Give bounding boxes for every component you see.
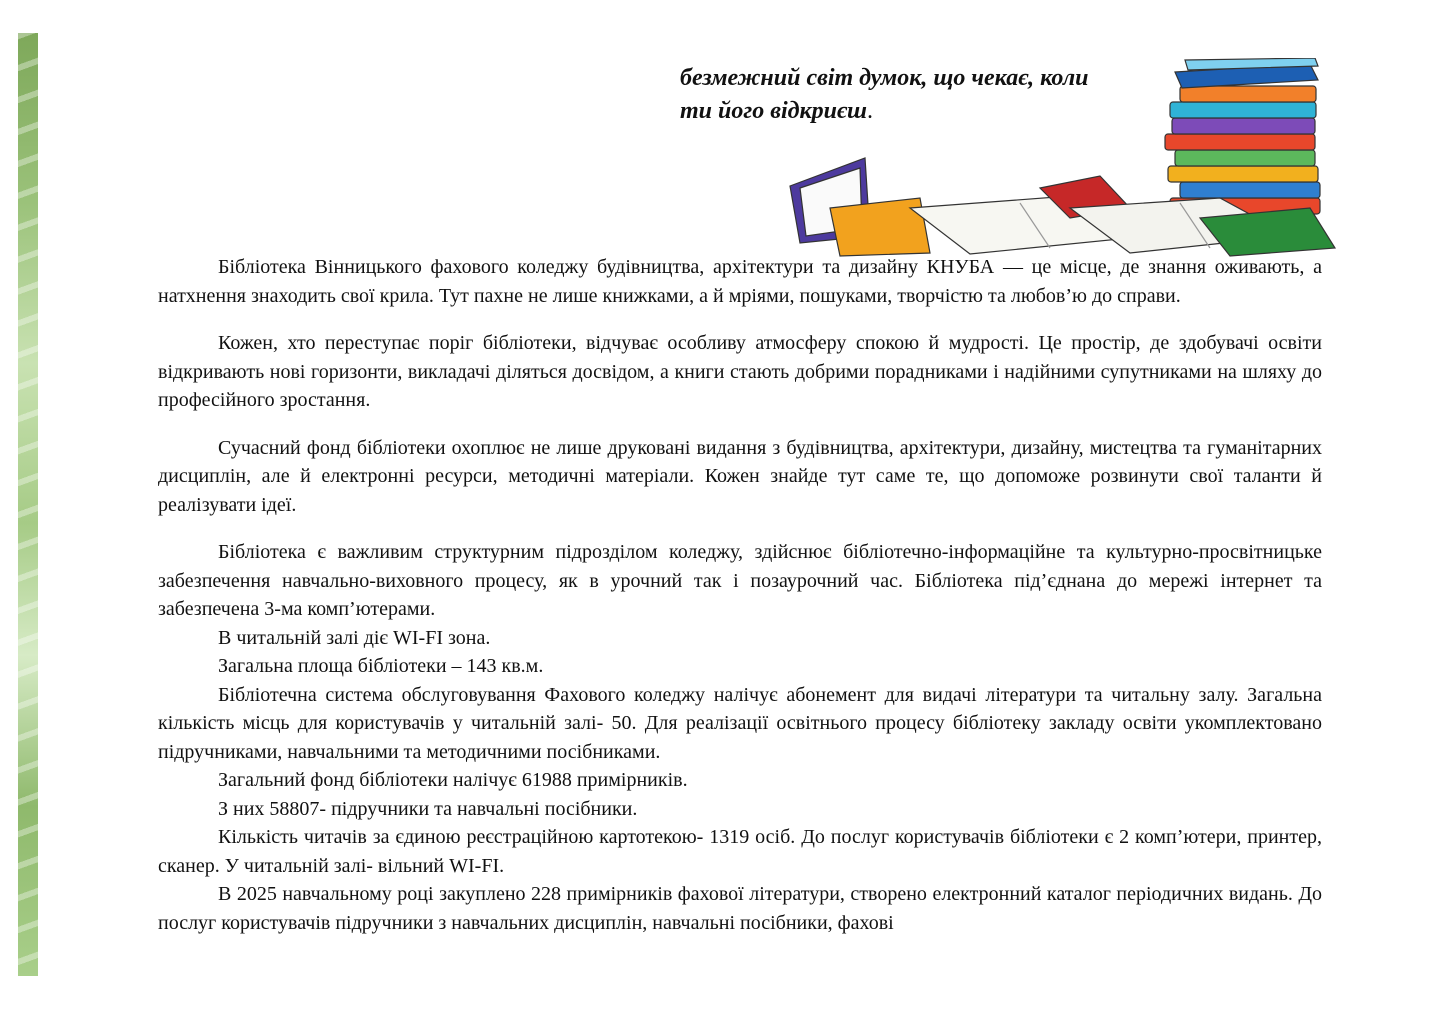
paragraph: Сучасний фонд бібліотеки охоплює не лише друковані видання з будівництва, архітектури, дизайну, мистецтва та гуманітарних дисциплін, але й електронні ресурси, методичні матеріали. Кожен знайде тут саме те, що допоможе розвинути свої таланти й реалізувати ідеї. bbox=[158, 436, 1322, 516]
paragraph: Загальний фонд бібліотеки налічує 61988 примірників. bbox=[218, 769, 688, 791]
quote-line-1: безмежний світ думок, що чекає, коли bbox=[680, 65, 1089, 91]
paragraph: Кожен, хто переступає поріг бібліотеки, відчуває особливу атмосферу спокою й мудрості. Це простір, де здобувачі освіти відкривають нові горизонти, викладачі діляться досвідом, а книги стають добрими порадниками і надійними супутниками на шляху до професійного зростання. bbox=[158, 332, 1322, 411]
paragraph: Бібліотека є важливим структурним підрозділом коледжу, здійснює бібліотечно-інформаційне та культурно-просвітницьке забезпечення навчально-виховного процесу, як в урочний так і позаурочний час. Бібліотека під’єднана до мережі інтернет та забезпечена 3-ма комп’ютерами. bbox=[158, 541, 1322, 620]
quote-text bbox=[680, 62, 1160, 128]
paragraph: Бібліотечна система обслуговування Фахового коледжу налічує абонемент для видачі літератури та читальну залу. Загальна кількість місць для користувачів у читальній залі- 50. Для реалізації освітнього процесу бібліотеку закладу освіти укомплектовано підручниками, навчальними та методичними посібниками. bbox=[158, 683, 1322, 763]
paragraph: Кількість читачів за єдиною реєстраційною картотекою- 1319 осіб. До послуг користувачів бібліотеки є 2 комп’ютери, принтер, сканер. У читальній залі- вільний WI-FI. bbox=[158, 826, 1322, 877]
paragraph: В 2025 навчальному році закуплено 228 примірників фахової літератури, створено електронний каталог періодичних видань. До послуг користувачів підручники з навчальних дисциплін, навчальні посібники, фахові bbox=[158, 883, 1322, 934]
quote-line-2-text: ти його відкриєш bbox=[680, 98, 867, 124]
paragraph: В читальній залі діє WI-FI зона. bbox=[218, 626, 491, 649]
paragraph: Загальна площа бібліотеки – 143 кв.м. bbox=[218, 655, 544, 677]
quote-line-2 bbox=[680, 95, 1160, 128]
quote-end: . bbox=[866, 98, 873, 124]
decorative-side-bar bbox=[18, 33, 38, 976]
paragraph: Бібліотека Вінницького фахового коледжу будівництва, архітектури та дизайну КНУБА — це місце, де знання оживають, а натхнення знаходить свої крила. Тут пахне не лише книжками, а й мріями, пошуками, творчістю та любов’ю до справи. bbox=[158, 256, 1322, 307]
body-text bbox=[158, 253, 1322, 937]
book-stack bbox=[1165, 58, 1320, 214]
paragraph: З них 58807- підручники та навчальні посібники. bbox=[218, 797, 638, 820]
